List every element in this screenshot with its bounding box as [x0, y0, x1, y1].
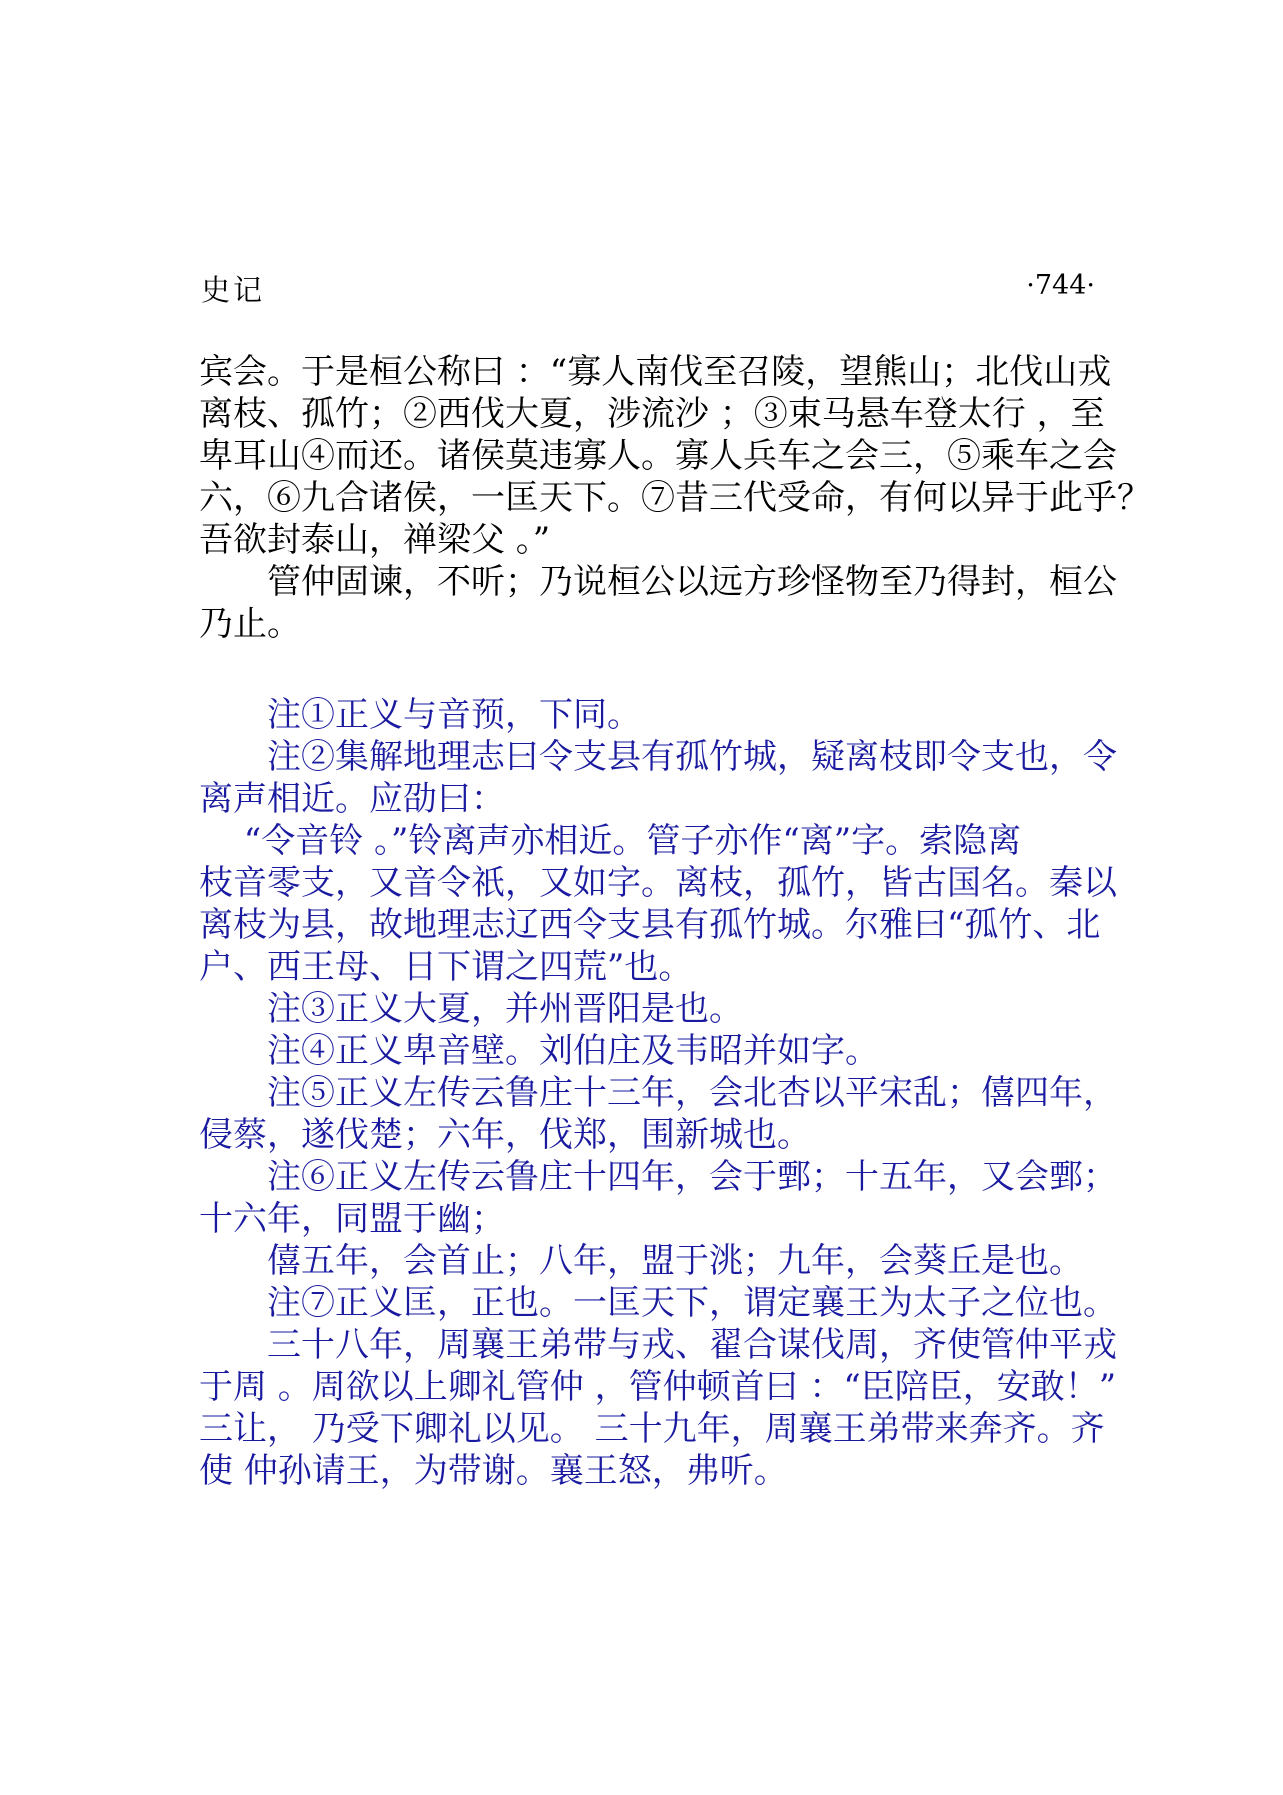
note-line: 三十八年，周襄王弟带与戎、翟合谋伐周，齐使管仲平戎 — [199, 1325, 1117, 1365]
body-line: 离枝、孤竹；②西伐大夏，涉流沙 ；③束马悬车登太行 ，至 — [199, 394, 1105, 434]
body-line: 乃止。 — [199, 604, 301, 644]
note-line: 注③正义大夏，并州晋阳是也。 — [199, 989, 743, 1029]
page-number: ·744· — [1026, 270, 1095, 301]
note-line: 注①正义与音预，下同。 — [199, 695, 641, 735]
body-line: 管仲固谏，不听；乃说桓公以远方珍怪物至乃得封，桓公 — [199, 562, 1117, 602]
body-line: 宾会。于是桓公称曰 ：“寡人南伐至召陵，望熊山；北伐山戎 — [199, 352, 1112, 392]
body-line: 卑耳山④而还。诸侯莫违寡人。寡人兵车之会三，⑤乘车之会 — [199, 436, 1117, 476]
running-header-title: 史记 — [201, 273, 266, 307]
note-line: 离声相近。应劭曰： — [199, 779, 505, 819]
note-line: 枝音零支，又音令祇，又如字。离枝，孤竹，皆古国名。秦以 — [199, 863, 1117, 903]
note-line: 使 仲孙请王，为带谢。襄王怒，弗听。 — [199, 1451, 788, 1491]
body-line: 六，⑥九合诸侯，一匡天下。⑦昔三代受命，有何以异于此乎？ — [199, 478, 1151, 518]
note-line: 于周 。周欲以上卿礼管仲 ，管仲顿首曰 ：“臣陪臣，安敢！” — [199, 1367, 1117, 1407]
body-line: 吾欲封泰山，禅梁父 。” — [199, 520, 551, 560]
note-line: 注⑦正义匡，正也。一匡天下，谓定襄王为太子之位也。 — [199, 1283, 1117, 1323]
note-line: 僖五年，会首止；八年，盟于洮；九年，会葵丘是也。 — [199, 1241, 1083, 1281]
note-line: 注⑤正义左传云鲁庄十三年，会北杏以平宋乱；僖四年， — [199, 1073, 1117, 1113]
note-line: 十六年，同盟于幽； — [199, 1199, 505, 1239]
note-line: 侵蔡，遂伐楚；六年，伐郑，围新城也。 — [199, 1115, 811, 1155]
note-line: 注⑥正义左传云鲁庄十四年，会于鄄；十五年，又会鄄； — [199, 1157, 1117, 1197]
note-line: “令音铃 。”铃离声亦相近。管子亦作“离”字。索隐离 — [199, 821, 1022, 861]
note-line: 户、西王母、日下谓之四荒”也。 — [199, 947, 693, 987]
note-line: 离枝为县，故地理志辽西令支县有孤竹城。尔雅曰“孤竹、北 — [199, 905, 1101, 945]
note-line: 注④正义卑音壁。刘伯庄及韦昭并如字。 — [199, 1031, 879, 1071]
note-line: 三让， 乃受下卿礼以见。 三十九年，周襄王弟带来奔齐。齐 — [199, 1409, 1105, 1449]
note-line: 注②集解地理志曰令支县有孤竹城，疑离枝即令支也，令 — [199, 737, 1117, 777]
